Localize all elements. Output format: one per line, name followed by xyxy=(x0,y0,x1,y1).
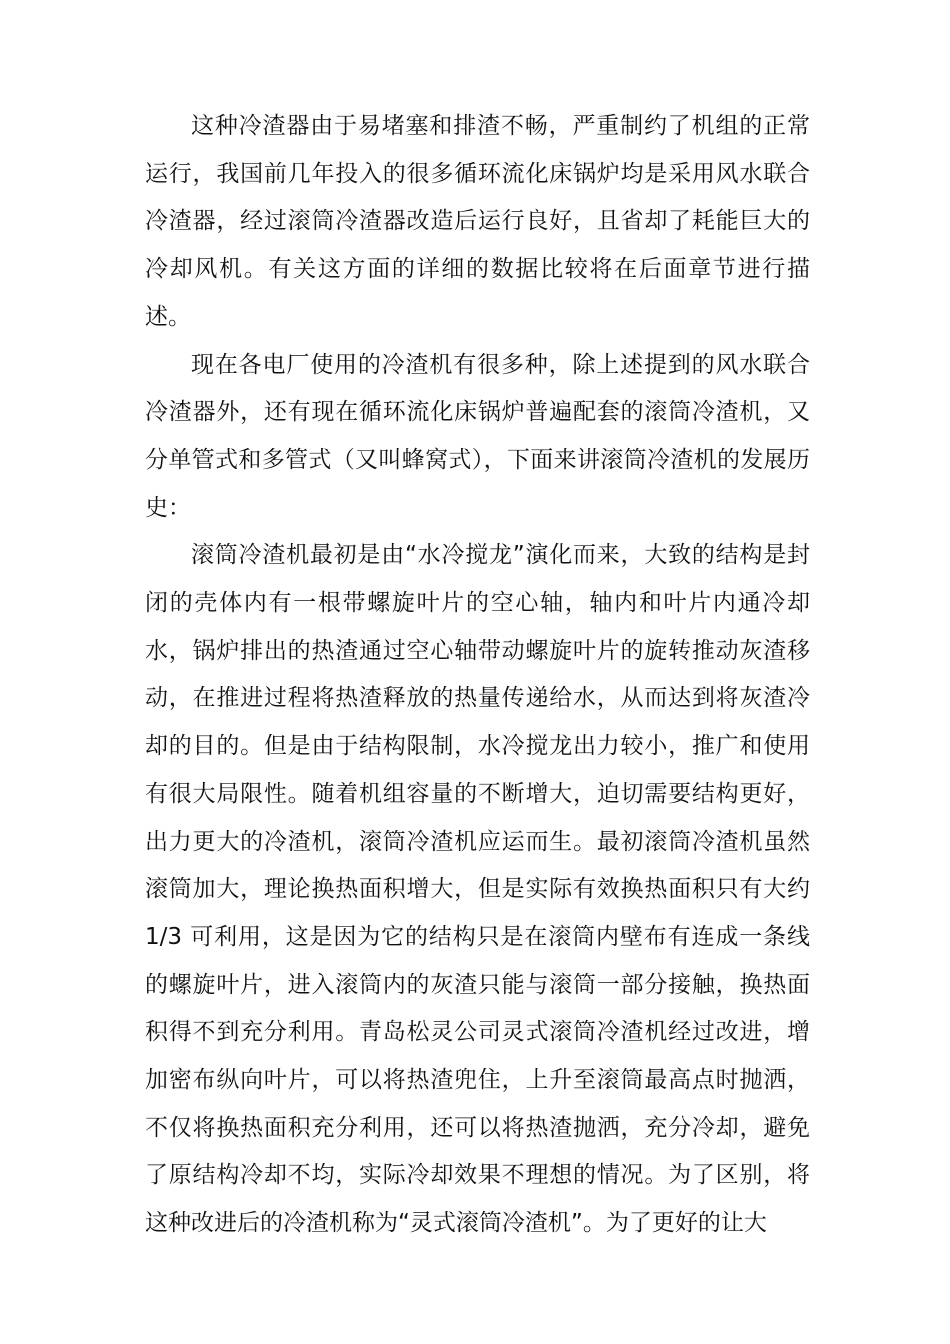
document-body xyxy=(145,103,810,1248)
paragraph-3: 滚筒冷渣机最初是由“水冷搅龙”演化而来，大致的结构是封闭的壳体内有一根带螺旋叶片的空心轴，轴内和叶片内通冷却水，锅炉排出的热渣通过空心轴带动螺旋叶片的旋转推动灰渣移动，在推进过程将热渣释放的热量传递给水，从而达到将灰渣冷却的目的。但是由于结构限制，水冷搅龙出力较小，推广和使用有很大局限性。随着机组容量的不断增大，迫切需要结构更好，出力更大的冷渣机，滚筒冷渣机应运而生。最初滚筒冷渣机虽然滚筒加大，理论换热面积增大，但是实际有效换热面积只有大约 1/3 可利用，这是因为它的结构只是在滚筒内壁布有连成一条线的螺旋叶片，进入滚筒内的灰渣只能与滚筒一部分接触，换热面积得不到充分利用。青岛松灵公司灵式滚筒冷渣机经过改进，增加密布纵向叶片，可以将热渣兜住，上升至滚筒最高点时抛洒，不仅将换热面积充分利用，还可以将热渣抛洒，充分冷却，避免了原结构冷却不均，实际冷却效果不理想的情况。为了区别，将这种改进后的冷渣机称为“灵式滚筒冷渣机”。为了更好的让大 xyxy=(145,542,810,1237)
paragraph-1: 这种冷渣器由于易堵塞和排渣不畅，严重制约了机组的正常运行，我国前几年投入的很多循环流化床锅炉均是采用风水联合冷渣器，经过滚筒冷渣器改造后运行良好，且省却了耗能巨大的冷却风机。有关这方面的详细的数据比较将在后面章节进行描述。 xyxy=(145,113,810,330)
paragraph-2: 现在各电厂使用的冷渣机有很多种，除上述提到的风水联合冷渣器外，还有现在循环流化床锅炉普遍配套的滚筒冷渣机，又分单管式和多管式（又叫蜂窝式），下面来讲滚筒冷渣机的发展历史： xyxy=(145,351,810,521)
